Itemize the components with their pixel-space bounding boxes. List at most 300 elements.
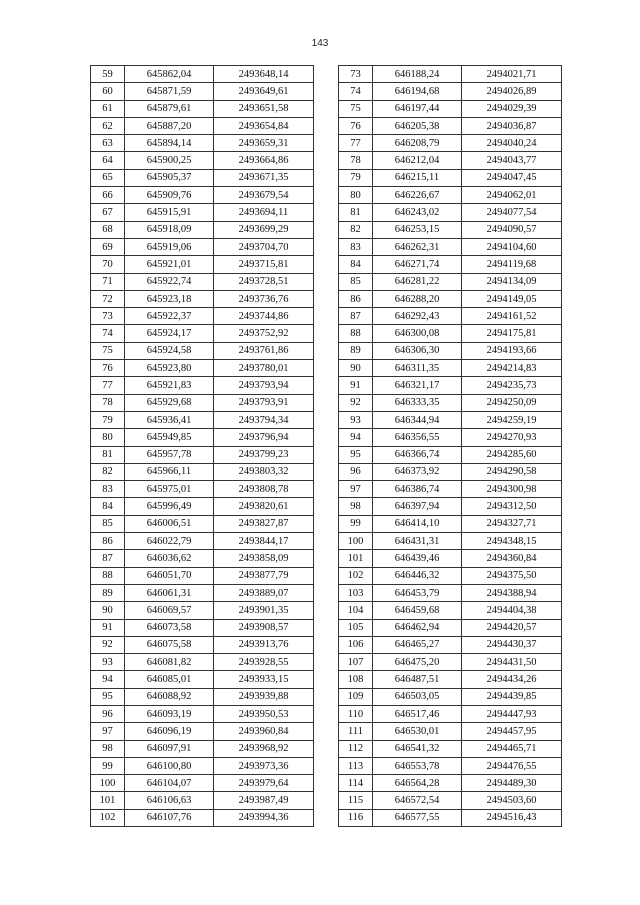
point-number-cell: 85	[339, 273, 373, 290]
x-coordinate-cell: 646188,24	[373, 66, 462, 83]
table-row	[91, 792, 314, 809]
y-coordinate-cell: 2494447,93	[462, 705, 562, 722]
x-coordinate-cell: 645936,41	[125, 411, 214, 428]
y-coordinate-cell: 2494348,15	[462, 533, 562, 550]
table-row	[339, 498, 562, 515]
x-coordinate-cell: 646356,55	[373, 429, 462, 446]
point-number-cell: 79	[91, 411, 125, 428]
y-coordinate-cell: 2493651,58	[214, 100, 314, 117]
y-coordinate-cell: 2494388,94	[462, 584, 562, 601]
table-row	[339, 394, 562, 411]
y-coordinate-cell: 2494489,30	[462, 775, 562, 792]
table-row	[91, 221, 314, 238]
table-row	[91, 100, 314, 117]
table-row	[91, 757, 314, 774]
point-number-cell: 89	[339, 342, 373, 359]
y-coordinate-cell: 2494476,55	[462, 757, 562, 774]
x-coordinate-cell: 646453,79	[373, 584, 462, 601]
table-row	[339, 238, 562, 255]
x-coordinate-cell: 646530,01	[373, 723, 462, 740]
table-row	[91, 809, 314, 826]
table-body-left	[91, 66, 314, 827]
y-coordinate-cell: 2493844,17	[214, 533, 314, 550]
x-coordinate-cell: 646487,51	[373, 671, 462, 688]
y-coordinate-cell: 2493699,29	[214, 221, 314, 238]
table-row	[91, 256, 314, 273]
table-row	[339, 100, 562, 117]
y-coordinate-cell: 2494430,37	[462, 636, 562, 653]
point-number-cell: 107	[339, 654, 373, 671]
point-number-cell: 87	[91, 550, 125, 567]
table-row	[91, 654, 314, 671]
y-coordinate-cell: 2493968,92	[214, 740, 314, 757]
table-row	[339, 671, 562, 688]
x-coordinate-cell: 646366,74	[373, 446, 462, 463]
point-number-cell: 72	[91, 290, 125, 307]
table-row	[339, 481, 562, 498]
point-number-cell: 92	[339, 394, 373, 411]
y-coordinate-cell: 2493704,70	[214, 238, 314, 255]
point-number-cell: 111	[339, 723, 373, 740]
y-coordinate-cell: 2494193,66	[462, 342, 562, 359]
x-coordinate-cell: 646107,76	[125, 809, 214, 826]
point-number-cell: 60	[91, 83, 125, 100]
y-coordinate-cell: 2493877,79	[214, 567, 314, 584]
point-number-cell: 112	[339, 740, 373, 757]
table-row	[339, 204, 562, 221]
y-coordinate-cell: 2494149,05	[462, 290, 562, 307]
table-row	[91, 533, 314, 550]
x-coordinate-cell: 646271,74	[373, 256, 462, 273]
table-row	[91, 394, 314, 411]
point-number-cell: 73	[91, 308, 125, 325]
y-coordinate-cell: 2493648,14	[214, 66, 314, 83]
x-coordinate-cell: 645915,91	[125, 204, 214, 221]
x-coordinate-cell: 646288,20	[373, 290, 462, 307]
coordinates-table-right	[338, 65, 562, 827]
x-coordinate-cell: 645894,14	[125, 135, 214, 152]
y-coordinate-cell: 2494029,39	[462, 100, 562, 117]
table-row	[339, 290, 562, 307]
point-number-cell: 115	[339, 792, 373, 809]
point-number-cell: 92	[91, 636, 125, 653]
y-coordinate-cell: 2493799,23	[214, 446, 314, 463]
table-row	[339, 342, 562, 359]
x-coordinate-cell: 645996,49	[125, 498, 214, 515]
x-coordinate-cell: 645879,61	[125, 100, 214, 117]
y-coordinate-cell: 2494404,38	[462, 602, 562, 619]
point-number-cell: 88	[91, 567, 125, 584]
table-row	[339, 515, 562, 532]
point-number-cell: 77	[91, 377, 125, 394]
point-number-cell: 83	[339, 238, 373, 255]
x-coordinate-cell: 646281,22	[373, 273, 462, 290]
y-coordinate-cell: 2494043,77	[462, 152, 562, 169]
point-number-cell: 108	[339, 671, 373, 688]
x-coordinate-cell: 645923,18	[125, 290, 214, 307]
table-row	[91, 688, 314, 705]
point-number-cell: 93	[339, 411, 373, 428]
x-coordinate-cell: 646517,46	[373, 705, 462, 722]
y-coordinate-cell: 2494290,58	[462, 463, 562, 480]
y-coordinate-cell: 2493793,91	[214, 394, 314, 411]
y-coordinate-cell: 2493794,34	[214, 411, 314, 428]
x-coordinate-cell: 645887,20	[125, 117, 214, 134]
y-coordinate-cell: 2493928,55	[214, 654, 314, 671]
x-coordinate-cell: 646465,27	[373, 636, 462, 653]
table-row	[91, 117, 314, 134]
x-coordinate-cell: 645909,76	[125, 187, 214, 204]
table-row	[91, 290, 314, 307]
y-coordinate-cell: 2493744,86	[214, 308, 314, 325]
point-number-cell: 100	[339, 533, 373, 550]
y-coordinate-cell: 2493659,31	[214, 135, 314, 152]
point-number-cell: 99	[339, 515, 373, 532]
point-number-cell: 103	[339, 584, 373, 601]
table-row	[339, 463, 562, 480]
x-coordinate-cell: 646194,68	[373, 83, 462, 100]
x-coordinate-cell: 645919,06	[125, 238, 214, 255]
x-coordinate-cell: 646564,28	[373, 775, 462, 792]
table-row	[91, 325, 314, 342]
y-coordinate-cell: 2494036,87	[462, 117, 562, 134]
x-coordinate-cell: 646333,35	[373, 394, 462, 411]
y-coordinate-cell: 2493950,53	[214, 705, 314, 722]
y-coordinate-cell: 2493960,84	[214, 723, 314, 740]
point-number-cell: 70	[91, 256, 125, 273]
y-coordinate-cell: 2493654,84	[214, 117, 314, 134]
table-row	[339, 360, 562, 377]
point-number-cell: 102	[339, 567, 373, 584]
x-coordinate-cell: 646106,63	[125, 792, 214, 809]
point-number-cell: 101	[339, 550, 373, 567]
table-row	[339, 688, 562, 705]
x-coordinate-cell: 645862,04	[125, 66, 214, 83]
x-coordinate-cell: 646344,94	[373, 411, 462, 428]
point-number-cell: 98	[339, 498, 373, 515]
table-row	[91, 342, 314, 359]
table-row	[339, 602, 562, 619]
x-coordinate-cell: 645924,58	[125, 342, 214, 359]
x-coordinate-cell: 645923,80	[125, 360, 214, 377]
y-coordinate-cell: 2493679,54	[214, 187, 314, 204]
table-row	[91, 584, 314, 601]
x-coordinate-cell: 646306,30	[373, 342, 462, 359]
y-coordinate-cell: 2493649,61	[214, 83, 314, 100]
point-number-cell: 114	[339, 775, 373, 792]
y-coordinate-cell: 2494119,68	[462, 256, 562, 273]
table-row	[91, 740, 314, 757]
y-coordinate-cell: 2494047,45	[462, 169, 562, 186]
point-number-cell: 74	[91, 325, 125, 342]
point-number-cell: 113	[339, 757, 373, 774]
x-coordinate-cell: 646446,32	[373, 567, 462, 584]
table-row	[339, 723, 562, 740]
point-number-cell: 80	[91, 429, 125, 446]
table-row	[91, 135, 314, 152]
x-coordinate-cell: 646226,67	[373, 187, 462, 204]
point-number-cell: 90	[91, 602, 125, 619]
point-number-cell: 95	[339, 446, 373, 463]
table-row	[91, 636, 314, 653]
point-number-cell: 105	[339, 619, 373, 636]
table-row	[339, 584, 562, 601]
table-row	[91, 411, 314, 428]
table-row	[339, 83, 562, 100]
y-coordinate-cell: 2493736,76	[214, 290, 314, 307]
y-coordinate-cell: 2493694,11	[214, 204, 314, 221]
x-coordinate-cell: 646431,31	[373, 533, 462, 550]
point-number-cell: 80	[339, 187, 373, 204]
x-coordinate-cell: 646262,31	[373, 238, 462, 255]
table-row	[91, 671, 314, 688]
table-row	[339, 411, 562, 428]
y-coordinate-cell: 2493664,86	[214, 152, 314, 169]
table-row	[91, 273, 314, 290]
y-coordinate-cell: 2494465,71	[462, 740, 562, 757]
point-number-cell: 61	[91, 100, 125, 117]
table-row	[91, 567, 314, 584]
x-coordinate-cell: 646253,15	[373, 221, 462, 238]
point-number-cell: 101	[91, 792, 125, 809]
table-row	[339, 550, 562, 567]
point-number-cell: 85	[91, 515, 125, 532]
y-coordinate-cell: 2493858,09	[214, 550, 314, 567]
table-row	[91, 308, 314, 325]
x-coordinate-cell: 646197,44	[373, 100, 462, 117]
x-coordinate-cell: 646208,79	[373, 135, 462, 152]
table-row	[339, 152, 562, 169]
table-row	[91, 515, 314, 532]
point-number-cell: 89	[91, 584, 125, 601]
table-row	[339, 775, 562, 792]
point-number-cell: 84	[91, 498, 125, 515]
point-number-cell: 97	[91, 723, 125, 740]
x-coordinate-cell: 646462,94	[373, 619, 462, 636]
point-number-cell: 102	[91, 809, 125, 826]
table-row	[339, 66, 562, 83]
table-row	[339, 705, 562, 722]
x-coordinate-cell: 646553,78	[373, 757, 462, 774]
y-coordinate-cell: 2494300,98	[462, 481, 562, 498]
point-number-cell: 81	[91, 446, 125, 463]
y-coordinate-cell: 2494457,95	[462, 723, 562, 740]
point-number-cell: 87	[339, 308, 373, 325]
x-coordinate-cell: 646069,57	[125, 602, 214, 619]
x-coordinate-cell: 645871,59	[125, 83, 214, 100]
point-number-cell: 110	[339, 705, 373, 722]
y-coordinate-cell: 2494516,43	[462, 809, 562, 826]
table-row	[339, 169, 562, 186]
x-coordinate-cell: 646051,70	[125, 567, 214, 584]
x-coordinate-cell: 645949,85	[125, 429, 214, 446]
point-number-cell: 95	[91, 688, 125, 705]
x-coordinate-cell: 646292,43	[373, 308, 462, 325]
point-number-cell: 76	[91, 360, 125, 377]
point-number-cell: 91	[91, 619, 125, 636]
point-number-cell: 65	[91, 169, 125, 186]
point-number-cell: 104	[339, 602, 373, 619]
point-number-cell: 76	[339, 117, 373, 134]
x-coordinate-cell: 646373,92	[373, 463, 462, 480]
y-coordinate-cell: 2494175,81	[462, 325, 562, 342]
x-coordinate-cell: 646243,02	[373, 204, 462, 221]
table-row	[339, 325, 562, 342]
table-row	[91, 169, 314, 186]
y-coordinate-cell: 2493973,36	[214, 757, 314, 774]
y-coordinate-cell: 2493933,15	[214, 671, 314, 688]
y-coordinate-cell: 2493715,81	[214, 256, 314, 273]
y-coordinate-cell: 2494104,60	[462, 238, 562, 255]
table-row	[91, 66, 314, 83]
table-row	[91, 775, 314, 792]
table-row	[91, 377, 314, 394]
table-row	[339, 377, 562, 394]
table-row	[91, 550, 314, 567]
y-coordinate-cell: 2493987,49	[214, 792, 314, 809]
y-coordinate-cell: 2493796,94	[214, 429, 314, 446]
x-coordinate-cell: 646475,20	[373, 654, 462, 671]
y-coordinate-cell: 2494503,60	[462, 792, 562, 809]
point-number-cell: 71	[91, 273, 125, 290]
x-coordinate-cell: 646439,46	[373, 550, 462, 567]
y-coordinate-cell: 2493827,87	[214, 515, 314, 532]
point-number-cell: 75	[339, 100, 373, 117]
point-number-cell: 96	[339, 463, 373, 480]
x-coordinate-cell: 646100,80	[125, 757, 214, 774]
y-coordinate-cell: 2494270,93	[462, 429, 562, 446]
y-coordinate-cell: 2493761,86	[214, 342, 314, 359]
point-number-cell: 106	[339, 636, 373, 653]
table-row	[339, 792, 562, 809]
x-coordinate-cell: 646075,58	[125, 636, 214, 653]
y-coordinate-cell: 2493780,01	[214, 360, 314, 377]
x-coordinate-cell: 646104,07	[125, 775, 214, 792]
point-number-cell: 78	[91, 394, 125, 411]
x-coordinate-cell: 646311,35	[373, 360, 462, 377]
y-coordinate-cell: 2494134,09	[462, 273, 562, 290]
point-number-cell: 82	[91, 463, 125, 480]
point-number-cell: 98	[91, 740, 125, 757]
y-coordinate-cell: 2494090,57	[462, 221, 562, 238]
point-number-cell: 78	[339, 152, 373, 169]
table-row	[91, 238, 314, 255]
table-row	[91, 705, 314, 722]
page-number: 143	[311, 38, 329, 49]
coordinates-table-left	[90, 65, 314, 827]
point-number-cell: 90	[339, 360, 373, 377]
x-coordinate-cell: 646073,58	[125, 619, 214, 636]
x-coordinate-cell: 646006,51	[125, 515, 214, 532]
y-coordinate-cell: 2493671,35	[214, 169, 314, 186]
point-number-cell: 67	[91, 204, 125, 221]
table-row	[339, 567, 562, 584]
table-row	[339, 256, 562, 273]
y-coordinate-cell: 2493979,64	[214, 775, 314, 792]
table-row	[339, 757, 562, 774]
table-row	[91, 463, 314, 480]
point-number-cell: 63	[91, 135, 125, 152]
x-coordinate-cell: 646414,10	[373, 515, 462, 532]
x-coordinate-cell: 646096,19	[125, 723, 214, 740]
table-row	[339, 740, 562, 757]
table-row	[91, 429, 314, 446]
x-coordinate-cell: 646022,79	[125, 533, 214, 550]
point-number-cell: 94	[339, 429, 373, 446]
table-row	[91, 602, 314, 619]
point-number-cell: 83	[91, 481, 125, 498]
y-coordinate-cell: 2493994,36	[214, 809, 314, 826]
y-coordinate-cell: 2494062,01	[462, 187, 562, 204]
y-coordinate-cell: 2493889,07	[214, 584, 314, 601]
point-number-cell: 84	[339, 256, 373, 273]
y-coordinate-cell: 2494250,09	[462, 394, 562, 411]
table-row	[91, 360, 314, 377]
x-coordinate-cell: 646321,17	[373, 377, 462, 394]
y-coordinate-cell: 2493728,51	[214, 273, 314, 290]
table-row	[91, 446, 314, 463]
table-row	[91, 152, 314, 169]
x-coordinate-cell: 646081,82	[125, 654, 214, 671]
y-coordinate-cell: 2494285,60	[462, 446, 562, 463]
y-coordinate-cell: 2494040,24	[462, 135, 562, 152]
y-coordinate-cell: 2494375,50	[462, 567, 562, 584]
y-coordinate-cell: 2494420,57	[462, 619, 562, 636]
point-number-cell: 79	[339, 169, 373, 186]
y-coordinate-cell: 2494360,84	[462, 550, 562, 567]
point-number-cell: 69	[91, 238, 125, 255]
point-number-cell: 86	[339, 290, 373, 307]
x-coordinate-cell: 646503,05	[373, 688, 462, 705]
x-coordinate-cell: 645922,74	[125, 273, 214, 290]
x-coordinate-cell: 646572,54	[373, 792, 462, 809]
y-coordinate-cell: 2494021,71	[462, 66, 562, 83]
table-row	[91, 204, 314, 221]
y-coordinate-cell: 2493752,92	[214, 325, 314, 342]
table-row	[339, 654, 562, 671]
point-number-cell: 96	[91, 705, 125, 722]
point-number-cell: 74	[339, 83, 373, 100]
table-row	[339, 619, 562, 636]
y-coordinate-cell: 2494235,73	[462, 377, 562, 394]
point-number-cell: 66	[91, 187, 125, 204]
y-coordinate-cell: 2493820,61	[214, 498, 314, 515]
table-row	[339, 429, 562, 446]
x-coordinate-cell: 645924,17	[125, 325, 214, 342]
x-coordinate-cell: 645957,78	[125, 446, 214, 463]
y-coordinate-cell: 2493808,78	[214, 481, 314, 498]
table-row	[339, 187, 562, 204]
point-number-cell: 68	[91, 221, 125, 238]
y-coordinate-cell: 2493939,88	[214, 688, 314, 705]
y-coordinate-cell: 2494431,50	[462, 654, 562, 671]
point-number-cell: 99	[91, 757, 125, 774]
x-coordinate-cell: 646088,92	[125, 688, 214, 705]
table-body-right	[339, 66, 562, 827]
y-coordinate-cell: 2494312,50	[462, 498, 562, 515]
table-row	[339, 308, 562, 325]
point-number-cell: 94	[91, 671, 125, 688]
point-number-cell: 109	[339, 688, 373, 705]
y-coordinate-cell: 2493901,35	[214, 602, 314, 619]
point-number-cell: 91	[339, 377, 373, 394]
x-coordinate-cell: 645929,68	[125, 394, 214, 411]
y-coordinate-cell: 2493913,76	[214, 636, 314, 653]
x-coordinate-cell: 646036,62	[125, 550, 214, 567]
table-row	[91, 723, 314, 740]
x-coordinate-cell: 646215,11	[373, 169, 462, 186]
x-coordinate-cell: 646061,31	[125, 584, 214, 601]
